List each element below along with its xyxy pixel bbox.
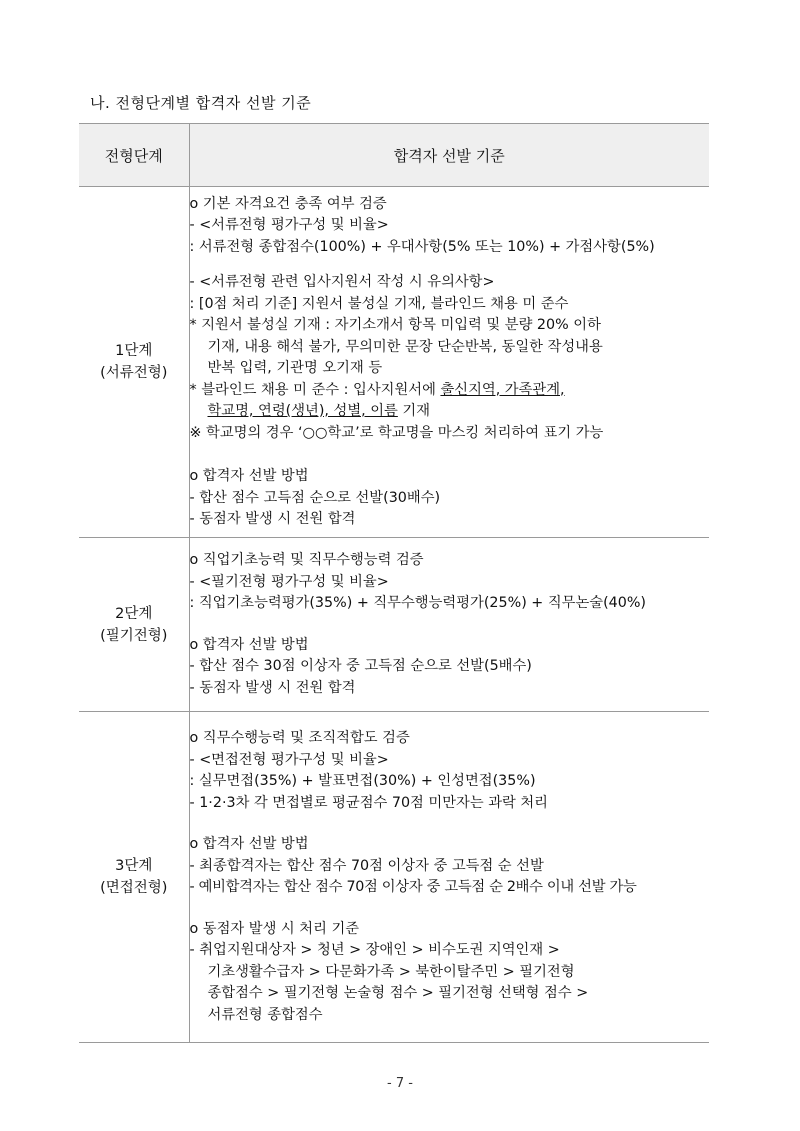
- stage-cell: [79, 538, 189, 712]
- criteria-group: [190, 272, 710, 444]
- stage-cell: [79, 187, 189, 538]
- criteria-line: - 1·2·3차 각 면접별로 평균점수 70점 미만자는 과락 처리: [189, 794, 548, 811]
- stage-type: (면접전형): [100, 880, 168, 896]
- criteria-cell: [189, 187, 709, 538]
- criteria-cell: [189, 538, 709, 712]
- page-number: - 7 -: [387, 1076, 413, 1091]
- criteria-line: o 합격자 선발 방법: [189, 468, 309, 484]
- criteria-line: : 실무면접(35%) + 발표면접(30%) + 인성면접(35%): [189, 773, 536, 789]
- header-stage: 전형단계: [79, 124, 189, 187]
- section-title: 나. 전형단계별 합격자 선발 기준: [90, 94, 312, 112]
- criteria-line: * 지원서 불성실 기재 : 자기소개서 항목 미입력 및 분량 20% 이하: [189, 317, 601, 333]
- criteria-line: : [0점 처리 기준] 지원서 불성실 기재, 블라인드 채용 미 준수: [189, 295, 569, 312]
- criteria-group: [190, 919, 710, 1027]
- criteria-line: 기초생활수급자 > 다문화가족 > 북한이탈주민 > 필기전형: [207, 963, 575, 980]
- stage-cell: [79, 712, 189, 1043]
- criteria-line: - <서류전형 평가구성 및 비율>: [189, 217, 389, 233]
- underlined-text: 학교명, 연령(생년), 성별, 이름: [207, 403, 398, 419]
- criteria-line: 서류전형 종합점수: [207, 1006, 323, 1023]
- criteria-text: * 블라인드 채용 미 준수 : 입사지원서에: [189, 381, 441, 398]
- table-row-stage-3: [79, 712, 709, 1043]
- criteria-line: o 직무수행능력 및 조직적합도 검증: [189, 730, 410, 746]
- stage-name: 3단계: [115, 858, 153, 874]
- stage-name: 1단계: [115, 343, 153, 359]
- table-row-stage-2: [79, 538, 709, 712]
- criteria-text: 기재: [397, 403, 431, 419]
- criteria-line: - 예비합격자는 합산 점수 70점 이상자 중 고득점 순 2배수 이내 선발 가능: [189, 879, 637, 895]
- criteria-line: [190, 380, 710, 402]
- criteria-line: o 직업기초능력 및 직무수행능력 검증: [189, 552, 424, 568]
- criteria-line: 종합점수 > 필기전형 논술형 점수 > 필기전형 선택형 점수 >: [207, 985, 589, 1001]
- criteria-line: - 동점자 발생 시 전원 합격: [189, 511, 356, 527]
- criteria-line: : 서류전형 종합점수(100%) + 우대사항(5% 또는 10%) + 가점사항(5%): [189, 238, 655, 255]
- criteria-group: [190, 635, 710, 700]
- criteria-line: : 직업기초능력평가(35%) + 직무수행능력평가(25%) + 직무논술(40%): [189, 595, 647, 611]
- criteria-cell: [189, 712, 709, 1043]
- criteria-line: ※ 학교명의 경우 ‘○○학교’로 학교명을 마스킹 처리하여 표기 가능: [189, 424, 604, 441]
- criteria-group: [190, 466, 710, 531]
- stage-type: (필기전형): [100, 627, 168, 644]
- header-criteria: 합격자 선발 기준: [189, 124, 709, 187]
- criteria-line: - 합산 점수 30점 이상자 중 고득점 순으로 선발(5배수): [189, 658, 532, 674]
- criteria-group: [190, 728, 710, 814]
- table-header-row: [79, 124, 709, 187]
- criteria-line: o 기본 자격요건 충족 여부 검증: [189, 195, 387, 212]
- criteria-line: o 합격자 선발 방법: [189, 636, 309, 653]
- criteria-line: 반복 입력, 기관명 오기재 등: [207, 360, 383, 376]
- criteria-line: - 취업지원대상자 > 청년 > 장애인 > 비수도권 지역인재 >: [189, 942, 560, 958]
- underlined-text: 출신지역, 가족관계,: [440, 381, 565, 398]
- criteria-line: - <필기전형 평가구성 및 비율>: [189, 573, 389, 590]
- stage-type: (서류전형): [100, 365, 168, 381]
- criteria-line: o 합격자 선발 방법: [189, 836, 309, 852]
- criteria-line: 기재, 내용 해석 불가, 무의미한 문장 단순반복, 동일한 작성내용: [207, 338, 603, 355]
- criteria-group: [190, 194, 710, 259]
- criteria-line: - <서류전형 관련 입사지원서 작성 시 유의사항>: [189, 274, 495, 290]
- selection-criteria-table: [79, 123, 709, 1043]
- table-row-stage-1: [79, 187, 709, 538]
- criteria-line: - 동점자 발생 시 전원 합격: [189, 679, 356, 696]
- criteria-group: [190, 834, 710, 899]
- criteria-line: - 최종합격자는 합산 점수 70점 이상자 중 고득점 순 선발: [189, 857, 544, 874]
- criteria-line: - <면접전형 평가구성 및 비율>: [189, 751, 389, 768]
- criteria-line: - 합산 점수 고득점 순으로 선발(30배수): [189, 489, 441, 506]
- criteria-line: o 동점자 발생 시 처리 기준: [189, 920, 360, 937]
- criteria-group: [190, 550, 710, 615]
- criteria-line: [190, 401, 710, 423]
- stage-name: 2단계: [115, 605, 153, 622]
